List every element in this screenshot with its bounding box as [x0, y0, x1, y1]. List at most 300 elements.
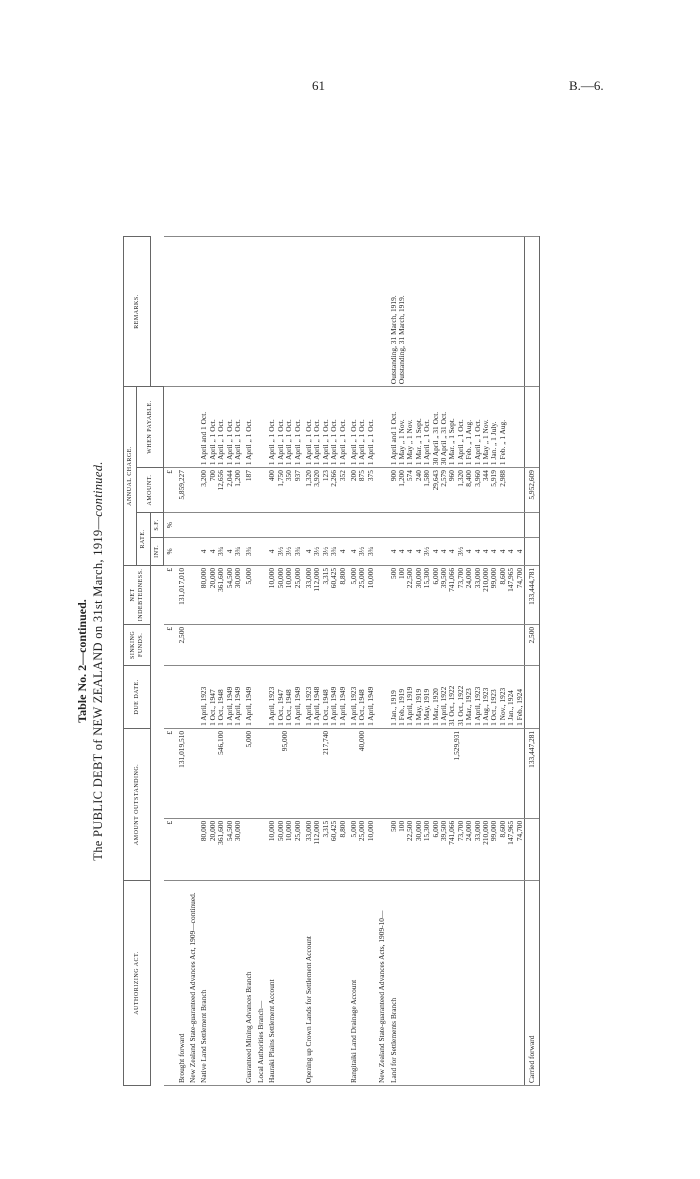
cell-when-payable — [347, 387, 375, 468]
table-row — [175, 237, 186, 1086]
table-row — [265, 237, 302, 1086]
cell-due-date — [347, 665, 375, 728]
cell-due-date-line: 1 April, 1949 — [365, 686, 375, 726]
cell-net-indebtedness-line: 54,500 — [224, 567, 234, 589]
cell-due-date-line: 1 Oct., 1948 — [320, 689, 330, 726]
table-row — [375, 237, 386, 1086]
cell-rate-int-line: 4 — [388, 549, 398, 554]
cell-rate-int-line: 4 — [303, 549, 313, 554]
unit-pound: £ — [164, 468, 175, 513]
cell-net-indebtedness — [175, 565, 186, 624]
cell-remarks — [387, 237, 525, 387]
cell-when-payable-line: 1 April „ 1 Oct. — [455, 419, 465, 466]
cell-net-indebtedness-line: 361,600 — [216, 567, 226, 592]
cell-rate-int-line: 3¾ — [244, 546, 254, 557]
cell-annual-amount — [254, 468, 265, 513]
cell-rate-sf — [375, 513, 386, 538]
cell-annual-amount — [197, 468, 242, 513]
cell-net-indebtedness-line: 500 — [388, 567, 398, 579]
cell-annual-amount-line: 3,200 — [199, 470, 209, 487]
cell-annual-amount-line: 375 — [365, 470, 375, 482]
cell-rate-sf — [242, 513, 253, 538]
cell-annual-amount — [347, 468, 375, 513]
cell-rate-int-line: 3½ — [357, 546, 367, 557]
cell-remarks — [375, 237, 386, 387]
cell-annual-amount-line: 350 — [284, 470, 294, 482]
cell-amount-item-line: 50,000 — [275, 820, 285, 842]
cell-rate-int-line: 3½ — [312, 546, 322, 557]
cell-annual-amount-line: 1,320 — [303, 470, 313, 487]
cell-when-payable-line: 1 Mar. „ 1 Sept. — [447, 418, 457, 466]
cell-due-date-line: 1 Mar., 1923 — [464, 688, 474, 726]
cell-sinking-fund: 2,500 — [525, 624, 540, 665]
cell-net-indebtedness-line: 25,000 — [292, 567, 302, 589]
cell-amount-total: 95,000 — [265, 728, 302, 818]
cell-due-date-line: 1 May, 1919 — [413, 688, 423, 726]
cell-sinking-fund — [265, 624, 302, 665]
header-amount-outstanding: AMOUNT OUTSTANDING. — [124, 728, 151, 880]
table-row — [186, 237, 197, 1086]
cell-rate-sf — [186, 513, 197, 538]
cell-amount-item — [387, 818, 525, 880]
cell-net-indebtedness-line: 24,000 — [464, 567, 474, 589]
cell-sinking-fund — [242, 624, 253, 665]
cell-net-indebtedness-line: 22,500 — [405, 567, 415, 589]
cell-rate-int-line: 3½ — [320, 546, 330, 557]
cell-net-indebtedness-line: 50,000 — [275, 567, 285, 589]
cell-remarks — [197, 237, 242, 387]
cell-due-date-line: 1 April, 1923 — [199, 686, 209, 726]
cell-annual-amount-line: 5,919 — [489, 470, 499, 487]
cell-rate-int-line: 4 — [413, 549, 423, 554]
cell-net-indebtedness-line: 25,000 — [357, 567, 367, 589]
cell-when-payable-line: 1 April „ 1 Oct. — [472, 419, 482, 466]
cell-net-indebtedness — [254, 565, 265, 624]
cell-net-indebtedness-line: 80,000 — [199, 567, 209, 589]
cell-annual-amount-line: 1,200 — [396, 470, 406, 487]
table-title-main: The PUBLIC DEBT of NEW ZEALAND on 31st March, 1919— — [91, 516, 105, 861]
cell-amount-item — [242, 818, 253, 880]
cell-sinking-fund: 2,500 — [175, 624, 186, 665]
cell-amount-item — [347, 818, 375, 880]
cell-due-date-line: 1 April, 1949 — [244, 686, 254, 726]
cell-rate-int-line: 4 — [447, 549, 457, 554]
cell-due-date-line: 31 Oct., 1922 — [455, 685, 465, 726]
cell-net-indebtedness-line: 99,000 — [489, 567, 499, 589]
cell-when-payable-line: 1 April „ 1 Oct. — [292, 419, 302, 466]
cell-amount-total: 217,740 — [302, 728, 347, 818]
header-remarks: REMARKS. — [124, 237, 151, 387]
cell-when-payable-line: 1 April „ 1 Oct. — [233, 419, 243, 466]
cell-amount-total: 131,019,510 — [175, 728, 186, 818]
header-sinking-funds: SINKING FUNDS. — [124, 624, 151, 665]
cell-sinking-fund — [254, 624, 265, 665]
cell-annual-amount-line: 187 — [244, 470, 254, 482]
cell-amount-total: 133,447,281 — [525, 728, 540, 818]
cell-due-date-line: 1 Mar., 1920 — [430, 688, 440, 726]
cell-annual-amount-line: 344 — [481, 470, 491, 482]
cell-amount-item-line: 60,425 — [329, 820, 339, 842]
cell-net-indebtedness-line: 10,000 — [284, 567, 294, 589]
cell-due-date — [197, 665, 242, 728]
cell-annual-amount-line: 29,643 — [430, 470, 440, 491]
cell-net-indebtedness — [302, 565, 347, 624]
cell-net-indebtedness-line: 100 — [396, 567, 406, 579]
cell-annual-amount-line: 700 — [207, 470, 217, 482]
cell-amount-item-line: 39,500 — [439, 820, 448, 842]
cell-when-payable-line: 1 Jan. „ 1 July. — [489, 421, 499, 466]
cell-annual-amount — [186, 468, 197, 513]
cell-annual-amount-line: 123 — [320, 470, 330, 482]
cell-when-payable-line: 1 April and 1 Oct. — [199, 411, 209, 466]
cell-amount-total — [186, 728, 197, 818]
rotated-table-region — [75, 236, 585, 1086]
cell-due-date-line: 1 Oct., 1923 — [489, 689, 499, 726]
cell-due-date — [254, 665, 265, 728]
unit-pound: £ — [164, 728, 175, 818]
cell-when-payable-line: 1 April „ 1 Oct. — [337, 419, 347, 466]
header-annual-charge: ANNUAL CHARGE. — [124, 387, 137, 566]
cell-due-date — [302, 665, 347, 728]
cell-amount-item-line: 74,700 — [514, 820, 524, 842]
header-rate-int: INT. — [150, 537, 163, 565]
cell-rate-int-line: 4 — [267, 549, 277, 554]
cell-due-date-line: 1 April, 1923 — [303, 686, 313, 726]
cell-remarks — [254, 237, 265, 387]
table-label: Table No. 2—continued. — [75, 599, 89, 723]
cell-when-payable-line: 1 April „ 1 Oct. — [224, 419, 234, 466]
cell-due-date — [186, 665, 197, 728]
cell-rate-int-line: 3½ — [455, 546, 465, 557]
cell-rate-int — [254, 537, 265, 565]
cell-amount-item-line: 112,000 — [312, 820, 322, 845]
cell-amount-item-line: 22,500 — [405, 820, 415, 842]
cell-rate-int-line: 4 — [207, 549, 217, 554]
cell-due-date-line: 1 April, 1922 — [439, 686, 448, 726]
cell-amount-item-line: 100 — [396, 820, 406, 832]
unit-row — [164, 237, 175, 1086]
cell-when-payable — [265, 387, 302, 468]
cell-net-indebtedness-line: 5,000 — [244, 567, 254, 585]
cell-annual-amount-line: 5,859,227 — [176, 470, 186, 500]
table-row — [347, 237, 375, 1086]
cell-annual-amount — [242, 468, 253, 513]
cell-rate-int-line: 4 — [348, 549, 358, 554]
cell-rate-int — [387, 537, 525, 565]
cell-net-indebtedness — [197, 565, 242, 624]
cell-rate-int — [197, 537, 242, 565]
cell-amount-item-line: 30,000 — [233, 820, 243, 842]
header-net-indebtedness: NET INDEBTEDNESS. — [124, 565, 151, 624]
cell-rate-sf — [254, 513, 265, 538]
cell-amount-item-line: 54,500 — [224, 820, 234, 842]
cell-due-date — [525, 665, 540, 728]
cell-amount-item — [375, 818, 386, 880]
cell-authorizing-act: New Zealand State-guaranteed Advances Acts, 1909-10— — [375, 881, 386, 1086]
unit-percent: % — [164, 513, 175, 538]
cell-amount-item-line: 80,000 — [199, 820, 209, 842]
cell-due-date-line: 1 April, 1948 — [312, 686, 322, 726]
cell-when-payable — [197, 387, 242, 468]
cell-when-payable-line: 1 April „ 1 Oct. — [312, 419, 322, 466]
cell-when-payable-line: 1 May „ 1 Nov. — [396, 419, 406, 466]
cell-net-indebtedness — [387, 565, 525, 624]
cell-sinking-fund — [387, 624, 525, 665]
cell-amount-item — [186, 818, 197, 880]
table-row — [302, 237, 347, 1086]
cell-due-date-line: 1 April, 1949 — [224, 686, 234, 726]
cell-rate-sf — [347, 513, 375, 538]
cell-when-payable-line: 1 Mar. „ 1 Sept. — [413, 418, 423, 466]
table-title — [91, 236, 106, 1086]
cell-amount-item-line: 3,315 — [320, 820, 330, 838]
cell-when-payable-line: 1 April „ 1 Oct. — [365, 419, 375, 466]
cell-rate-int-line: 4 — [337, 549, 347, 554]
cell-sinking-fund — [302, 624, 347, 665]
cell-due-date-line: 1 Aug., 1923 — [481, 687, 491, 726]
cell-net-indebtedness — [242, 565, 253, 624]
cell-net-indebtedness-line: 30,000 — [413, 567, 423, 589]
table-row — [525, 237, 540, 1086]
cell-authorizing-act: Opening up Crown Lands for Settlement Account — [302, 881, 347, 1086]
cell-remarks — [265, 237, 302, 387]
cell-when-payable-line: 1 April „ 1 Oct. — [284, 419, 294, 466]
cell-amount-item-line: 24,000 — [464, 820, 474, 842]
unit-pound: £ — [164, 565, 175, 624]
cell-rate-sf — [302, 513, 347, 538]
cell-when-payable — [375, 387, 386, 468]
cell-due-date-line: 1 May, 1919 — [422, 688, 432, 726]
cell-rate-int-line: 3¾ — [365, 546, 375, 557]
cell-net-indebtedness-line: 6,000 — [430, 567, 440, 585]
cell-due-date-line: 1 Oct., 1948 — [284, 689, 294, 726]
cell-when-payable-line: 1 April „ 1 Oct. — [244, 419, 254, 466]
cell-rate-int — [375, 537, 386, 565]
cell-net-indebtedness — [347, 565, 375, 624]
cell-due-date — [375, 665, 386, 728]
cell-rate-int-line: 3½ — [284, 546, 294, 557]
cell-net-indebtedness-line: 112,000 — [312, 567, 322, 592]
unit-percent: % — [164, 537, 175, 565]
cell-annual-amount-line: 240 — [413, 470, 423, 482]
cell-amount-item — [175, 818, 186, 880]
cell-rate-int-line: 4 — [497, 549, 507, 554]
cell-when-payable-line: 1 May „ 1 Nov. — [405, 419, 415, 466]
cell-amount-total: 1,529,931 — [387, 728, 525, 818]
cell-when-payable-line: 1 April „ 1 Oct. — [320, 419, 330, 466]
cell-annual-amount — [265, 468, 302, 513]
cell-authorizing-act: Local Authorities Branch— — [254, 881, 265, 1086]
cell-net-indebtedness-line: 20,000 — [207, 567, 217, 589]
cell-rate-int-line: 4 — [430, 549, 440, 554]
cell-rate-int-line: 4 — [224, 549, 234, 554]
cell-sinking-fund — [186, 624, 197, 665]
cell-rate-int — [347, 537, 375, 565]
cell-rate-int — [186, 537, 197, 565]
cell-sinking-fund — [375, 624, 386, 665]
cell-due-date-line: 1 April, 1949 — [233, 686, 243, 726]
cell-annual-amount-line: 352 — [337, 470, 347, 482]
cell-amount-item-line: 25,000 — [357, 820, 367, 842]
cell-authorizing-act: Hauraki Plains Settlement Account — [265, 881, 302, 1086]
cell-net-indebtedness-line: 74,700 — [514, 567, 524, 589]
cell-when-payable-line: 1 April „ 1 Oct. — [267, 419, 277, 466]
cell-due-date-line: 1 Jan., 1924 — [506, 690, 516, 726]
cell-rate-int — [175, 537, 186, 565]
cell-when-payable-line: 1 April „ 1 Oct. — [329, 419, 339, 466]
unit-pound: £ — [164, 624, 175, 665]
cell-amount-item — [265, 818, 302, 880]
cell-annual-amount — [302, 468, 347, 513]
cell-when-payable-line: 1 April and 1 Oct. — [388, 411, 398, 466]
cell-amount-total: 546,100 — [197, 728, 242, 818]
cell-amount-item-line: 10,000 — [267, 820, 277, 842]
cell-annual-amount-line: 2,988 — [497, 470, 507, 487]
cell-when-payable-line: 1 April „ 1 Oct. — [348, 419, 358, 466]
cell-annual-amount-line: 3,960 — [472, 470, 482, 487]
header-authorizing-act: AUTHORIZING ACT. — [124, 881, 151, 1086]
cell-annual-amount — [175, 468, 186, 513]
cell-amount-item-line: 210,000 — [481, 820, 491, 845]
cell-rate-sf — [387, 513, 525, 538]
cell-rate-int-line: 4 — [472, 549, 482, 554]
cell-when-payable-line: 1 May „ 1 Nov. — [481, 419, 491, 466]
cell-amount-item-line: 25,000 — [292, 820, 302, 842]
cell-annual-amount-line: 900 — [388, 470, 398, 482]
cell-due-date-line: 1 Feb., 1919 — [396, 688, 406, 726]
cell-due-date — [387, 665, 525, 728]
cell-due-date-line: 1 Feb., 1924 — [514, 688, 524, 726]
header-rate: RATE. — [137, 513, 150, 566]
cell-net-indebtedness-line: 741,066 — [447, 567, 457, 592]
cell-when-payable-line: 1 April „ 1 Oct. — [275, 419, 285, 466]
cell-when-payable — [186, 387, 197, 468]
cell-net-indebtedness-line: 33,000 — [303, 567, 313, 589]
cell-due-date-line: 1 Oct., 1947 — [275, 689, 285, 726]
cell-annual-amount-line: 12,656 — [216, 470, 226, 491]
cell-amount-item-line: 8,800 — [337, 820, 347, 838]
cell-amount-item-line: 33,000 — [472, 820, 482, 842]
cell-rate-int-line: 4 — [405, 549, 415, 554]
cell-net-indebtedness-line: 15,300 — [422, 567, 432, 589]
cell-net-indebtedness-line: 210,000 — [481, 567, 491, 592]
cell-authorizing-act: Rangitaiki Land Drainage Account — [347, 881, 375, 1086]
cell-rate-int — [525, 537, 540, 565]
cell-when-payable-line: 1 Feb. „ 1 Aug. — [464, 419, 474, 466]
cell-due-date-line: 1 April, 1949 — [292, 686, 302, 726]
cell-net-indebtedness-line: 30,000 — [233, 567, 243, 589]
cell-rate-int-line: 3¾ — [216, 546, 226, 557]
cell-sinking-fund — [197, 624, 242, 665]
cell-rate-int — [302, 537, 347, 565]
cell-annual-amount-line: 1,320 — [455, 470, 465, 487]
cell-rate-int-line: 4 — [199, 549, 209, 554]
cell-net-indebtedness-line: 147,965 — [506, 567, 516, 592]
cell-due-date-line: 1 April, 1949 — [337, 686, 347, 726]
cell-net-indebtedness-line: 133,444,781 — [527, 567, 537, 605]
cell-rate-int-line: 4 — [514, 549, 524, 554]
public-debt-table — [123, 236, 540, 1086]
cell-when-payable-line: 1 April „ 1 Oct. — [207, 419, 217, 466]
cell-annual-amount-line: 1,750 — [275, 470, 285, 487]
cell-annual-amount-line: 8,400 — [464, 470, 474, 487]
cell-authorizing-act: Guaranteed Mining Advances Branch — [242, 881, 253, 1086]
cell-amount-item-line: 15,300 — [422, 820, 432, 842]
cell-rate-int-line: 3¾ — [292, 546, 302, 557]
cell-due-date-line: 1 Oct., 1948 — [357, 689, 367, 726]
cell-annual-amount-line: 3,920 — [312, 470, 322, 487]
cell-annual-amount-line: 2,266 — [329, 470, 339, 487]
cell-due-date-line: 1 Nov., 1923 — [497, 687, 507, 726]
cell-annual-amount-line: 2,044 — [224, 470, 234, 487]
cell-annual-amount-line: 875 — [357, 470, 367, 482]
cell-net-indebtedness-line: 8,800 — [337, 567, 347, 585]
cell-when-payable-line: 1 April „ 1 Oct. — [357, 419, 367, 466]
table-row — [387, 237, 525, 1086]
cell-amount-item — [197, 818, 242, 880]
cell-amount-item — [254, 818, 265, 880]
cell-remarks-line: Outstanding, 31 March, 1919. — [396, 295, 406, 385]
cell-due-date-line: 1 April, 1919 — [405, 686, 415, 726]
header-amount: AMOUNT. — [137, 468, 164, 513]
cell-amount-item — [525, 818, 540, 880]
header-when-payable: WHEN PAYABLE. — [137, 387, 164, 468]
cell-amount-item-line: 6,000 — [430, 820, 440, 838]
cell-rate-int-line: 3½ — [275, 546, 285, 557]
cell-authorizing-act: Carried forward — [525, 881, 540, 1086]
cell-due-date-line: 1 April, 1923 — [348, 686, 358, 726]
cell-net-indebtedness-line: 131,017,010 — [176, 567, 186, 605]
cell-when-payable-line: 1 April „ 1 Oct. — [422, 419, 432, 466]
cell-net-indebtedness-line: 5,000 — [348, 567, 358, 585]
cell-net-indebtedness-line: 33,000 — [472, 567, 482, 589]
cell-rate-sf — [265, 513, 302, 538]
cell-amount-item-line: 33,000 — [303, 820, 313, 842]
cell-due-date-line: 1 Oct., 1948 — [216, 689, 226, 726]
cell-when-payable — [525, 387, 540, 468]
cell-annual-amount-line: 5,952,609 — [527, 470, 537, 500]
cell-amount-item-line: 361,600 — [216, 820, 226, 845]
cell-amount-total — [254, 728, 265, 818]
cell-authorizing-act: Native Land Settlement Branch — [197, 881, 242, 1086]
page-number: 61 — [312, 78, 325, 93]
cell-when-payable-line: 1 Feb. „ 1 Aug. — [497, 419, 507, 466]
cell-rate-sf — [525, 513, 540, 538]
cell-net-indebtedness-line: 10,000 — [365, 567, 375, 589]
table-row — [197, 237, 242, 1086]
cell-annual-amount-line: 2,579 — [439, 470, 448, 487]
cell-annual-amount-line: 960 — [447, 470, 457, 482]
cell-amount-total: 5,000 — [242, 728, 253, 818]
cell-amount-item-line: 500 — [388, 820, 398, 832]
cell-remarks — [175, 237, 186, 387]
cell-remarks — [302, 237, 347, 387]
document-reference: B.—6. — [569, 78, 604, 93]
cell-remarks — [347, 237, 375, 387]
cell-amount-item-line: 30,000 — [413, 820, 423, 842]
cell-net-indebtedness — [186, 565, 197, 624]
cell-due-date-line: 31 Oct., 1922 — [447, 685, 457, 726]
cell-sinking-fund — [347, 624, 375, 665]
cell-rate-int-line: 4 — [396, 549, 406, 554]
cell-annual-amount-line: 574 — [405, 470, 415, 482]
cell-when-payable-line: 1 April „ 1 Oct. — [303, 419, 313, 466]
cell-annual-amount — [375, 468, 386, 513]
cell-net-indebtedness — [525, 565, 540, 624]
header-due-date: DUE DATE. — [124, 665, 151, 728]
cell-when-payable — [387, 387, 525, 468]
cell-remarks — [242, 237, 253, 387]
